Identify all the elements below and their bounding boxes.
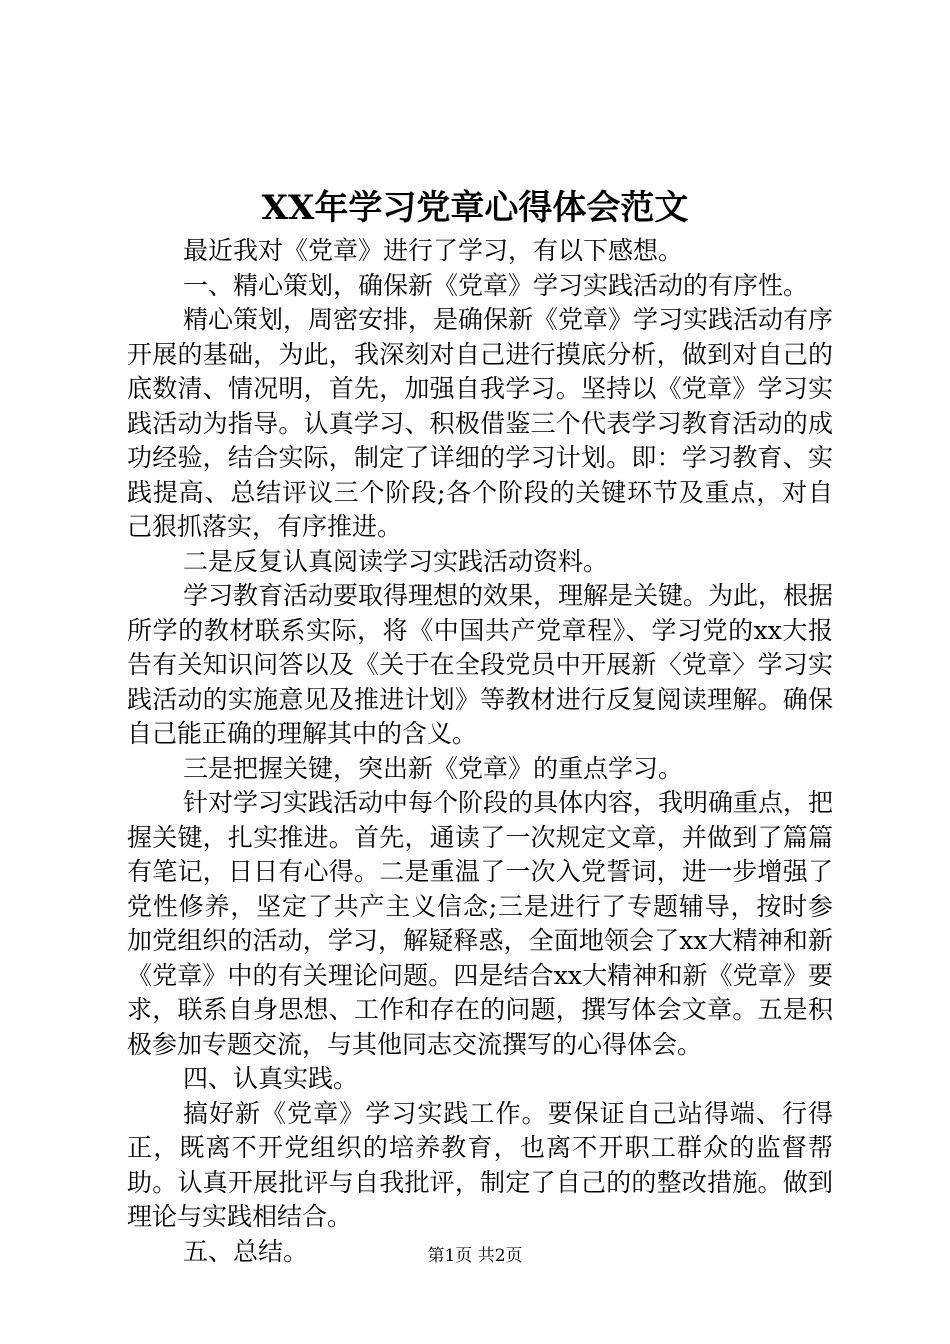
heading-section-5: 五、总结。: [183, 1236, 309, 1266]
heading-section-2: 二是反复认真阅读学习实践活动资料。: [183, 546, 609, 576]
document-title: XX年学习党章心得体会范文: [261, 188, 689, 228]
paragraph-reading: 学习教育活动要取得理想的效果，理解是关键。为此，根据所学的教材联系实际，将《中国共产党章程》、学习党的xx大报告有关知识问答以及《关于在全段党员中开展新〈党章〉学习实践活动的实施意见及推进计划》等教材进行反复阅读理解。确保自己能正确的理解其中的含义。: [127, 581, 834, 748]
document-body: [127, 234, 833, 1269]
paragraph-intro: 最近我对《党章》进行了学习，有以下感想。: [183, 236, 684, 265]
heading-section-3: 三是把握关键，突出新《党章》的重点学习。: [183, 753, 684, 783]
paragraph-practice: 搞好新《党章》学习实践工作。要保证自己站得端、行得正，既离不开党组织的培养教育，也离不开职工群众的监督帮助。认真开展批评与自我批评，制定了自己的的整改措施。做到理论与实践相结合。: [127, 1098, 833, 1231]
page-number-footer: 第1页 共2页: [427, 1246, 523, 1266]
paragraph-key-points: 针对学习实践活动中每个阶段的具体内容，我明确重点，把握关键，扎实推进。首先，通读了一次规定文章，并做到了篇篇有笔记，日日有心得。二是重温了一次入党誓词，进一步增强了党性修养，坚定了共产主义信念;三是进行了专题辅导，按时参加党组织的活动，学习，解疑释惑，全面地领会了xx大精神和新《党章》中的有关理论问题。四是结合xx大精神和新《党章》要求，联系自身思想、工作和存在的问题，撰写体会文章。五是积极参加专题交流，与其他同志交流撰写的心得体会。: [127, 788, 834, 1059]
heading-section-1: 一、精心策划，确保新《党章》学习实践活动的有序性。: [183, 270, 809, 300]
paragraph-planning: 精心策划，周密安排，是确保新《党章》学习实践活动有序开展的基础，为此，我深刻对自己进行摸底分析，做到对自己的底数清、情况明，首先，加强自我学习。坚持以《党章》学习实践活动为指导。认真学习、积极借鉴三个代表学习教育活动的成功经验，结合实际，制定了详细的学习计划。即：学习教育、实践提高、总结评议三个阶段;各个阶段的关键环节及重点，对自己狠抓落实，有序推进。: [127, 305, 834, 541]
heading-section-4: 四、认真实践。: [183, 1064, 359, 1093]
